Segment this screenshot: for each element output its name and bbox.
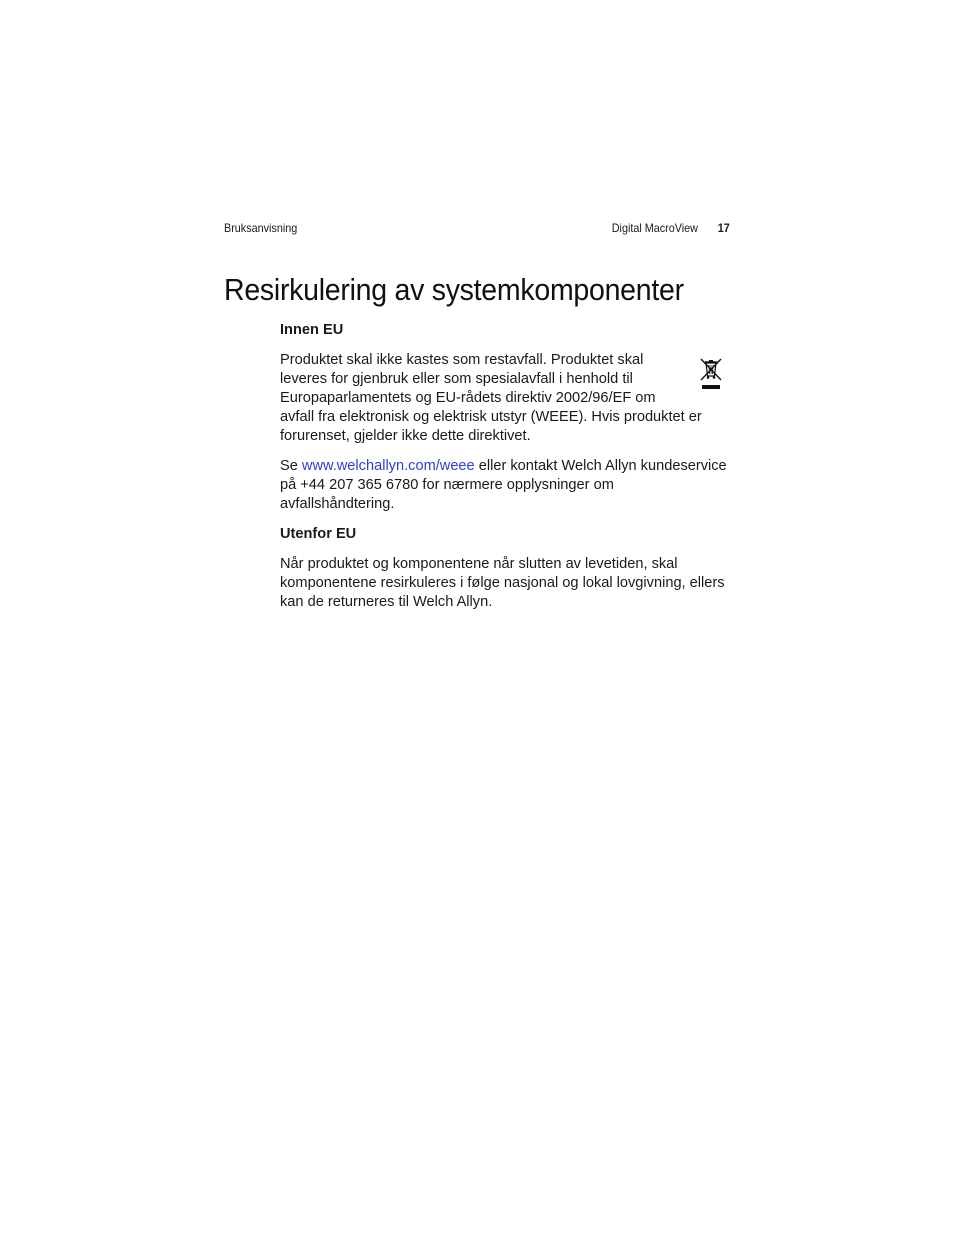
weee-paragraph-line: leveres for gjenbruk eller som spesialavfall i henhold til xyxy=(280,371,633,387)
header-doc-type: Bruksanvisning xyxy=(224,221,298,235)
weee-paragraph-line: Produktet skal ikke kastes som restavfall. Produktet skal xyxy=(280,352,644,368)
contact-suffix: eller kontakt Welch Allyn kundeservice på +44 207 365 6780 for nærmere opplysninger om avfallshåndtering. xyxy=(280,458,727,512)
header-product-name: Digital MacroView xyxy=(611,221,698,235)
weee-paragraph xyxy=(280,351,732,446)
page-title: Resirkulering av systemkomponenter xyxy=(224,272,684,307)
section-heading-outside-eu: Utenfor EU xyxy=(280,526,357,542)
page-number: 17 xyxy=(717,221,730,235)
page-content xyxy=(280,321,732,623)
header-right-group xyxy=(612,221,730,235)
weee-paragraph-line: Europaparlamentets og EU-rådets direktiv 2002/96/EF om xyxy=(280,390,656,406)
contact-prefix: Se xyxy=(280,458,302,474)
weee-website-link[interactable]: www.welchallyn.com/weee xyxy=(301,458,475,474)
outside-eu-paragraph: Når produktet og komponentene når slutten av levetiden, skal komponentene resirkuleres i følge nasjonal og lokal lovgivning, ellers kan de returneres til Welch Allyn. xyxy=(280,556,725,610)
weee-paragraph-line: avfall fra elektronisk og elektrisk utstyr (WEEE). Hvis produktet er xyxy=(280,409,702,425)
weee-paragraph-line: forurenset, gjelder ikke dette direktivet. xyxy=(280,428,531,444)
section-heading-within-eu: Innen EU xyxy=(280,322,344,338)
contact-paragraph xyxy=(280,457,732,514)
running-header xyxy=(224,221,730,239)
crossed-out-wheelie-bin-icon xyxy=(698,357,724,391)
